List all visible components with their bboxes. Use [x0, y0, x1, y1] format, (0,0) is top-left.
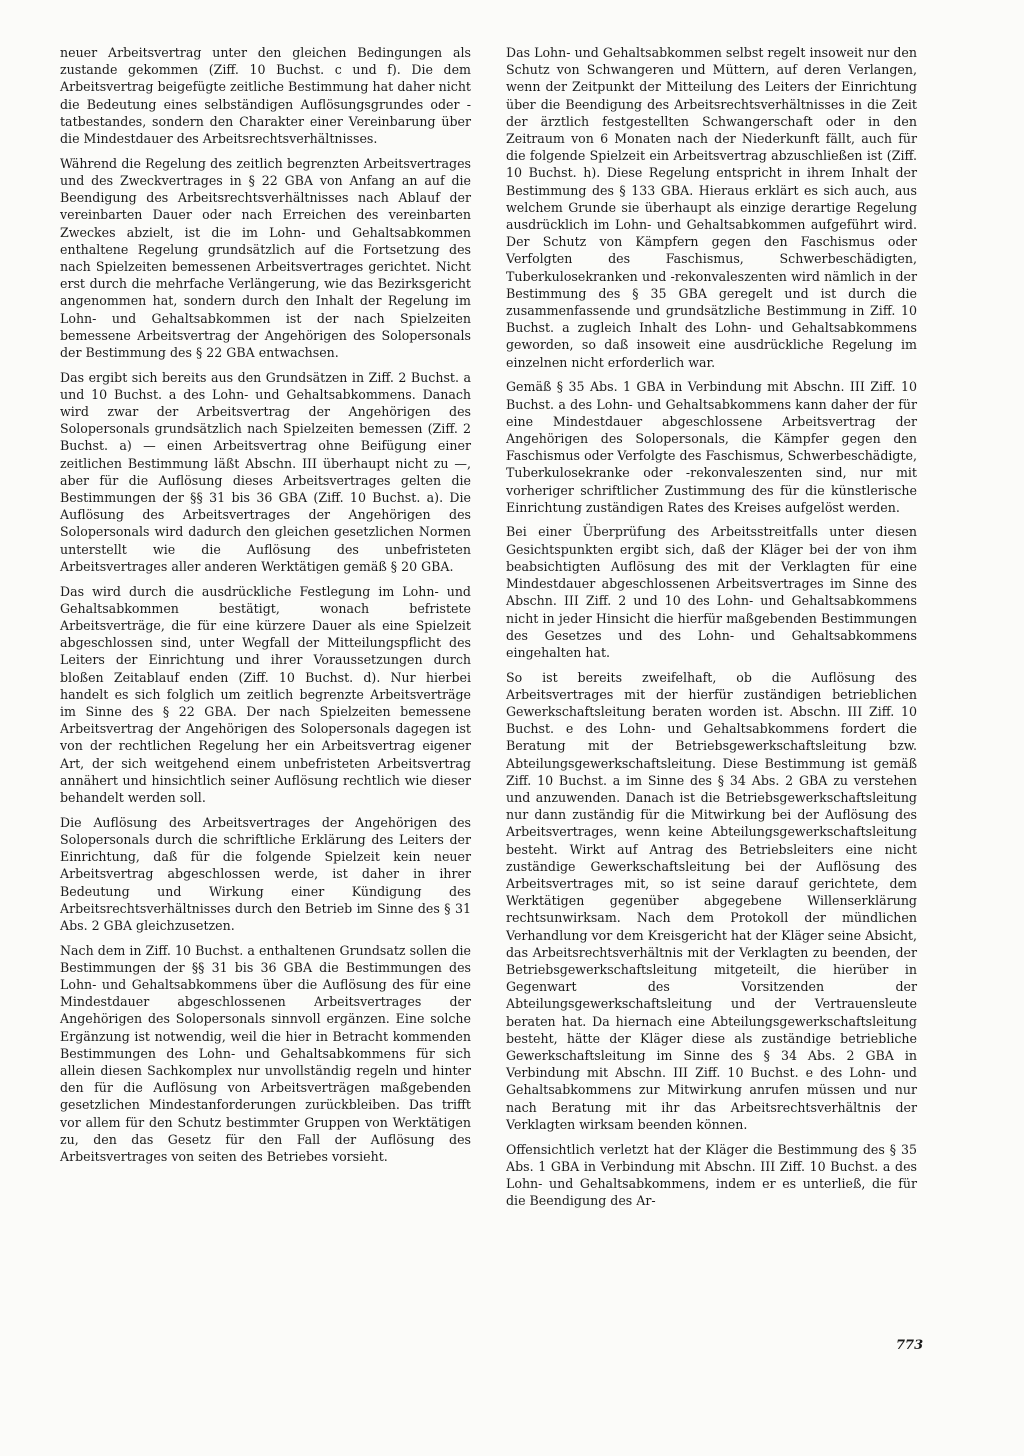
- paragraph: So ist bereits zweifelhaft, ob die Auflösung des Arbeitsvertrages mit der hierfür zuständigen betrieblichen Gewerkschaftsleitung beraten worden ist. Abschn. III Ziff. 10 Buchst. e des Lohn- und Gehaltsabkommens fordert die Beratung mit der Betriebsgewerkschaftsleitung bzw. Abteilungsgewerkschaftsleitung. Diese Bestimmung ist gemäß Ziff. 10 Buchst. a im Sinne des § 34 Abs. 2 GBA zu verstehen und anzuwenden. Danach ist die Betriebsgewerkschaftsleitung nur dann zuständig für die Mitwirkung bei der Auflösung des Arbeitsvertrages, wenn keine Abteilungsgewerkschaftsleitung besteht. Wirkt auf Antrag des Betriebsleiters eine nicht zuständige Gewerkschaftsleitung bei der Auflösung des Arbeitsvertrages mit, so ist seine darauf gerichtete, dem Werktätigen gegenüber abgegebene Willenserklärung rechtsunwirksam. Nach dem Protokoll der mündlichen Verhandlung vor dem Kreisgericht hat der Kläger seine Absicht, das Arbeitsrechtsverhältnis mit der Verklagten zu beenden, der Betriebsgewerkschaftsleitung mitgeteilt, die hierüber in Gegenwart des Vorsitzenden der Abteilungsgewerkschaftsleitung und der Vertrauensleute beraten hat. Da hiernach eine Abteilungsgewerkschaftsleitung besteht, hätte der Kläger diese als zuständige betriebliche Gewerkschaftsleitung im Sinne des § 34 Abs. 2 GBA in Verbindung mit Abschn. III Ziff. 10 Buchst. e des Lohn- und Gehaltsabkommens zur Mitwirkung anrufen müssen und nur nach Beratung mit ihr das Arbeitsrechtsverhältnis der Verklagten wirksam beenden können.: [506, 669, 917, 1132]
- paragraph: Bei einer Überprüfung des Arbeitsstreitfalls unter diesen Gesichtspunkten ergibt sich, daß der Kläger bei der von ihm beabsichtigten Auflösung des mit der Verklagten für eine Mindestdauer abgeschlossenen Arbeitsvertrages im Sinne des Abschn. III Ziff. 2 und 10 des Lohn- und Gehaltsabkommens nicht in jeder Hinsicht die hierfür maßgebenden Bestimmungen des Gesetzes und des Lohn- und Gehaltsabkommens eingehalten hat.: [506, 524, 917, 660]
- right-column: [506, 44, 917, 1217]
- paragraph: Das ergibt sich bereits aus den Grundsätzen in Ziff. 2 Buchst. a und 10 Buchst. a des Lohn- und Gehaltsabkommens. Danach wird zwar der Arbeitsvertrag der Angehörigen des Solopersonals grundsätzlich nach Spielzeiten bemessen (Ziff. 2 Buchst. a) — einen Arbeitsvertrag ohne Beifügung einer zeitlichen Bestimmung läßt Abschn. III überhaupt nicht zu —, aber für die Auflösung dieses Arbeitsvertrages gelten die Bestimmungen der §§ 31 bis 36 GBA (Ziff. 10 Buchst. a). Die Auflösung des Arbeitsvertrages der Angehörigen des Solopersonals wird dadurch den gleichen gesetzlichen Normen unterstellt wie die Auflösung des unbefristeten Arbeitsvertrages aller anderen Werktätigen gemäß § 20 GBA.: [60, 369, 471, 574]
- paragraph: neuer Arbeitsvertrag unter den gleichen Bedingungen als zustande gekommen (Ziff. 10 Buchst. c und f). Die dem Arbeitsvertrag beigefügte zeitliche Bestimmung hat daher nicht die Bedeutung eines selbständigen Auflösungsgrundes oder -tatbestandes, sondern den Charakter einer Vereinbarung über die Mindestdauer des Arbeitsrechtsverhältnisses.: [60, 45, 471, 147]
- paragraph: Nach dem in Ziff. 10 Buchst. a enthaltenen Grundsatz sollen die Bestimmungen der §§ 31 bis 36 GBA die Bestimmungen des Lohn- und Gehaltsabkommens über die Auflösung des für eine Mindestdauer abgeschlossenen Arbeitsvertrages der Angehörigen des Solopersonals sinnvoll ergänzen. Eine solche Ergänzung ist notwendig, weil die hier in Betracht kommenden Bestimmungen des Lohn- und Gehaltsabkommens für sich allein diesen Sachkomplex nur unvollständig regeln und hinter den für die Auflösung von Arbeitsverträgen maßgebenden gesetzlichen Mindestanforderungen zurückbleiben. Das trifft vor allem für den Schutz bestimmter Gruppen von Werktätigen zu, den das Gesetz für den Fall der Auflösung des Arbeitsvertrages von seiten des Betriebes vorsieht.: [60, 942, 471, 1165]
- paragraph: Offensichtlich verletzt hat der Kläger die Bestimmung des § 35 Abs. 1 GBA in Verbindung mit Abschn. III Ziff. 10 Buchst. a des Lohn- und Gehaltsabkommens, indem er es unterließ, die für die Beendigung des Ar-: [506, 1141, 917, 1209]
- paragraph: Während die Regelung des zeitlich begrenzten Arbeitsvertrages und des Zweckvertrages in § 22 GBA von Anfang an auf die Beendigung des Arbeitsrechtsverhältnisses nach Ablauf der vereinbarten Dauer oder nach Erreichen des vereinbarten Zweckes abzielt, ist die im Lohn- und Gehaltsabkommen enthaltene Regelung grundsätzlich auf die Fortsetzung des nach Spielzeiten bemessenen Arbeitsvertrages gerichtet. Nicht erst durch die mehrfache Verlängerung, wie das Bezirksgericht angenommen hat, sondern durch den Inhalt der Regelung im Lohn- und Gehaltsabkommen ist der nach Spielzeiten bemessene Arbeitsvertrag der Angehörigen des Solopersonals der Bestimmung des § 22 GBA entwachsen.: [60, 155, 471, 360]
- paragraph: Gemäß § 35 Abs. 1 GBA in Verbindung mit Abschn. III Ziff. 10 Buchst. a des Lohn- und Gehaltsabkommens kann daher der für eine Mindestdauer abgeschlossene Arbeitsvertrag der Angehörigen des Solopersonals, die Kämpfer gegen den Faschismus oder Verfolgte des Faschismus, Schwerbeschädigte, Tuberkulosekranke oder -rekonvaleszenten sind, nur mit vorheriger schriftlicher Zustimmung des für die künstlerische Einrichtung zuständigen Rates des Kreises aufgelöst werden.: [506, 379, 917, 515]
- page-number: 773: [896, 1338, 924, 1353]
- paragraph: Die Auflösung des Arbeitsvertrages der Angehörigen des Solopersonals durch die schriftliche Erklärung des Leiters der Einrichtung, daß für die folgende Spielzeit kein neuer Arbeitsvertrag abgeschlossen werde, ist daher in ihrer Bedeutung und Wirkung einer Kündigung des Arbeitsrechtsverhältnisses durch den Betrieb im Sinne des § 31 Abs. 2 GBA gleichzusetzen.: [60, 814, 471, 933]
- left-column: [60, 44, 471, 1173]
- paragraph: Das wird durch die ausdrückliche Festlegung im Lohn- und Gehaltsabkommen bestätigt, wonach befristete Arbeitsverträge, die für eine kürzere Dauer als eine Spielzeit abgeschlossen sind, unter Wegfall der Mitteilungspflicht des Leiters der Einrichtung und ihrer Voraussetzungen durch bloßen Zeitablauf enden (Ziff. 10 Buchst. d). Nur hierbei handelt es sich folglich um zeitlich begrenzte Arbeitsverträge im Sinne des § 22 GBA. Der nach Spielzeiten bemessene Arbeitsvertrag der Angehörigen des Solopersonals dagegen ist von der rechtlichen Regelung her ein Arbeitsvertrag eigener Art, der sich weitgehend einem unbefristeten Arbeitsvertrag annähert und hinsichtlich seiner Auflösung rechtlich wie dieser behandelt werden soll.: [60, 583, 471, 806]
- paragraph: Das Lohn- und Gehaltsabkommen selbst regelt insoweit nur den Schutz von Schwangeren und Müttern, auf deren Verlangen, wenn der Zeitpunkt der Mitteilung des Leiters der Einrichtung über die Beendigung des Arbeitsrechtsverhältnisses in die Zeit der ärztlich festgestellten Schwangerschaft oder in den Zeitraum von 6 Monaten nach der Niederkunft fällt, auch für die folgende Spielzeit ein Arbeitsvertrag abzuschließen ist (Ziff. 10 Buchst. h). Diese Regelung entspricht in ihrem Inhalt der Bestimmung des § 133 GBA. Hieraus erklärt es sich auch, aus welchem Grunde sie überhaupt als einzige derartige Regelung ausdrücklich im Lohn- und Gehaltsabkommen aufgeführt wird. Der Schutz von Kämpfern gegen den Faschismus oder Verfolgten des Faschismus, Schwerbeschädigten, Tuberkulosekranken und -rekonvaleszenten wird nämlich in der Bestimmung des § 35 GBA geregelt und ist durch die zusammenfassende und grundsätzliche Bestimmung in Ziff. 10 Buchst. a zugleich Inhalt des Lohn- und Gehaltsabkommens geworden, so daß insoweit eine ausdrückliche Regelung im einzelnen nicht erforderlich war.: [506, 45, 917, 370]
